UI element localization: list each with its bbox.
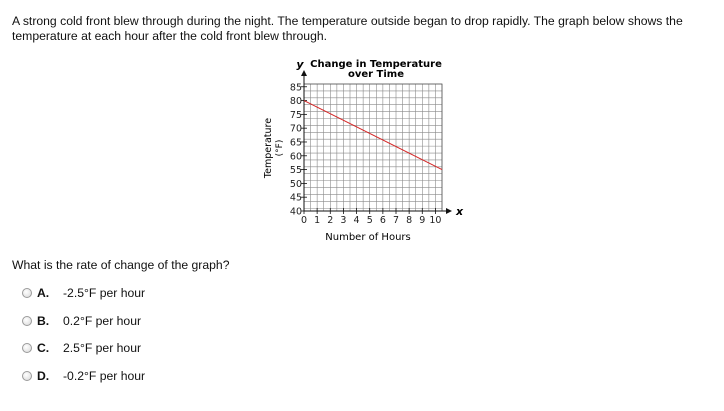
question-text: What is the rate of change of the graph? [12, 258, 230, 272]
choice-letter: A. [37, 286, 50, 300]
x-axis-letter: x [456, 205, 464, 218]
question-prompt: A strong cold front blew through during the night. The temperature outside began to drop rapidly. The graph below shows the temperature at each hour after the cold front blew through. [12, 14, 683, 43]
radio-icon[interactable] [22, 371, 32, 381]
radio-icon[interactable] [22, 288, 32, 298]
choice-text: -0.2°F per hour [63, 369, 146, 383]
choice-text: 0.2°F per hour [63, 314, 142, 328]
x-axis-label: Number of Hours [325, 232, 411, 243]
choice-letter: B. [37, 314, 50, 328]
x-tick-label: 4 [353, 215, 360, 226]
x-tick-label: 2 [327, 215, 334, 226]
radio-icon[interactable] [22, 316, 32, 326]
y-tick-label: 55 [289, 165, 302, 177]
y-tick-label: 75 [289, 109, 302, 121]
x-tick-label: 0 [300, 215, 308, 226]
choice-text: -2.5°F per hour [63, 286, 146, 300]
x-tick-label: 10 [429, 215, 442, 226]
y-axis-unit: (°F) [275, 139, 285, 157]
choice-b[interactable] [22, 313, 141, 329]
y-axis-letter: y [296, 58, 304, 71]
chart-title-line-1: Change in Temperature [310, 59, 442, 70]
y-tick-label: 45 [289, 192, 302, 204]
x-tick-label: 1 [314, 215, 321, 226]
x-tick-label: 6 [379, 215, 386, 226]
y-tick-label: 50 [289, 178, 302, 190]
y-tick-label: 60 [289, 151, 302, 163]
x-tick-label: 9 [419, 215, 426, 226]
x-tick-label: 7 [392, 215, 400, 226]
y-tick-label: 80 [289, 96, 302, 108]
radio-icon[interactable] [22, 343, 32, 353]
x-tick-label: 5 [366, 215, 373, 226]
y-tick-label: 65 [289, 137, 302, 149]
y-tick-label: 70 [289, 123, 302, 135]
choice-c[interactable] [22, 340, 141, 356]
temperature-line [304, 101, 442, 170]
y-tick-label: 40 [289, 206, 302, 218]
choice-a[interactable] [22, 285, 145, 301]
choice-letter: C. [37, 341, 50, 355]
x-tick-label: 3 [340, 215, 347, 226]
y-axis-label: Temperature [263, 117, 274, 179]
chart-title-line-2: over Time [347, 69, 405, 80]
choice-text: 2.5°F per hour [63, 341, 142, 355]
x-tick-label: 8 [406, 215, 413, 226]
plot-border [304, 84, 442, 211]
choice-d[interactable] [22, 368, 145, 384]
x-axis-arrow [446, 208, 452, 214]
y-tick-label: 85 [289, 82, 302, 94]
choice-letter: D. [37, 369, 50, 383]
